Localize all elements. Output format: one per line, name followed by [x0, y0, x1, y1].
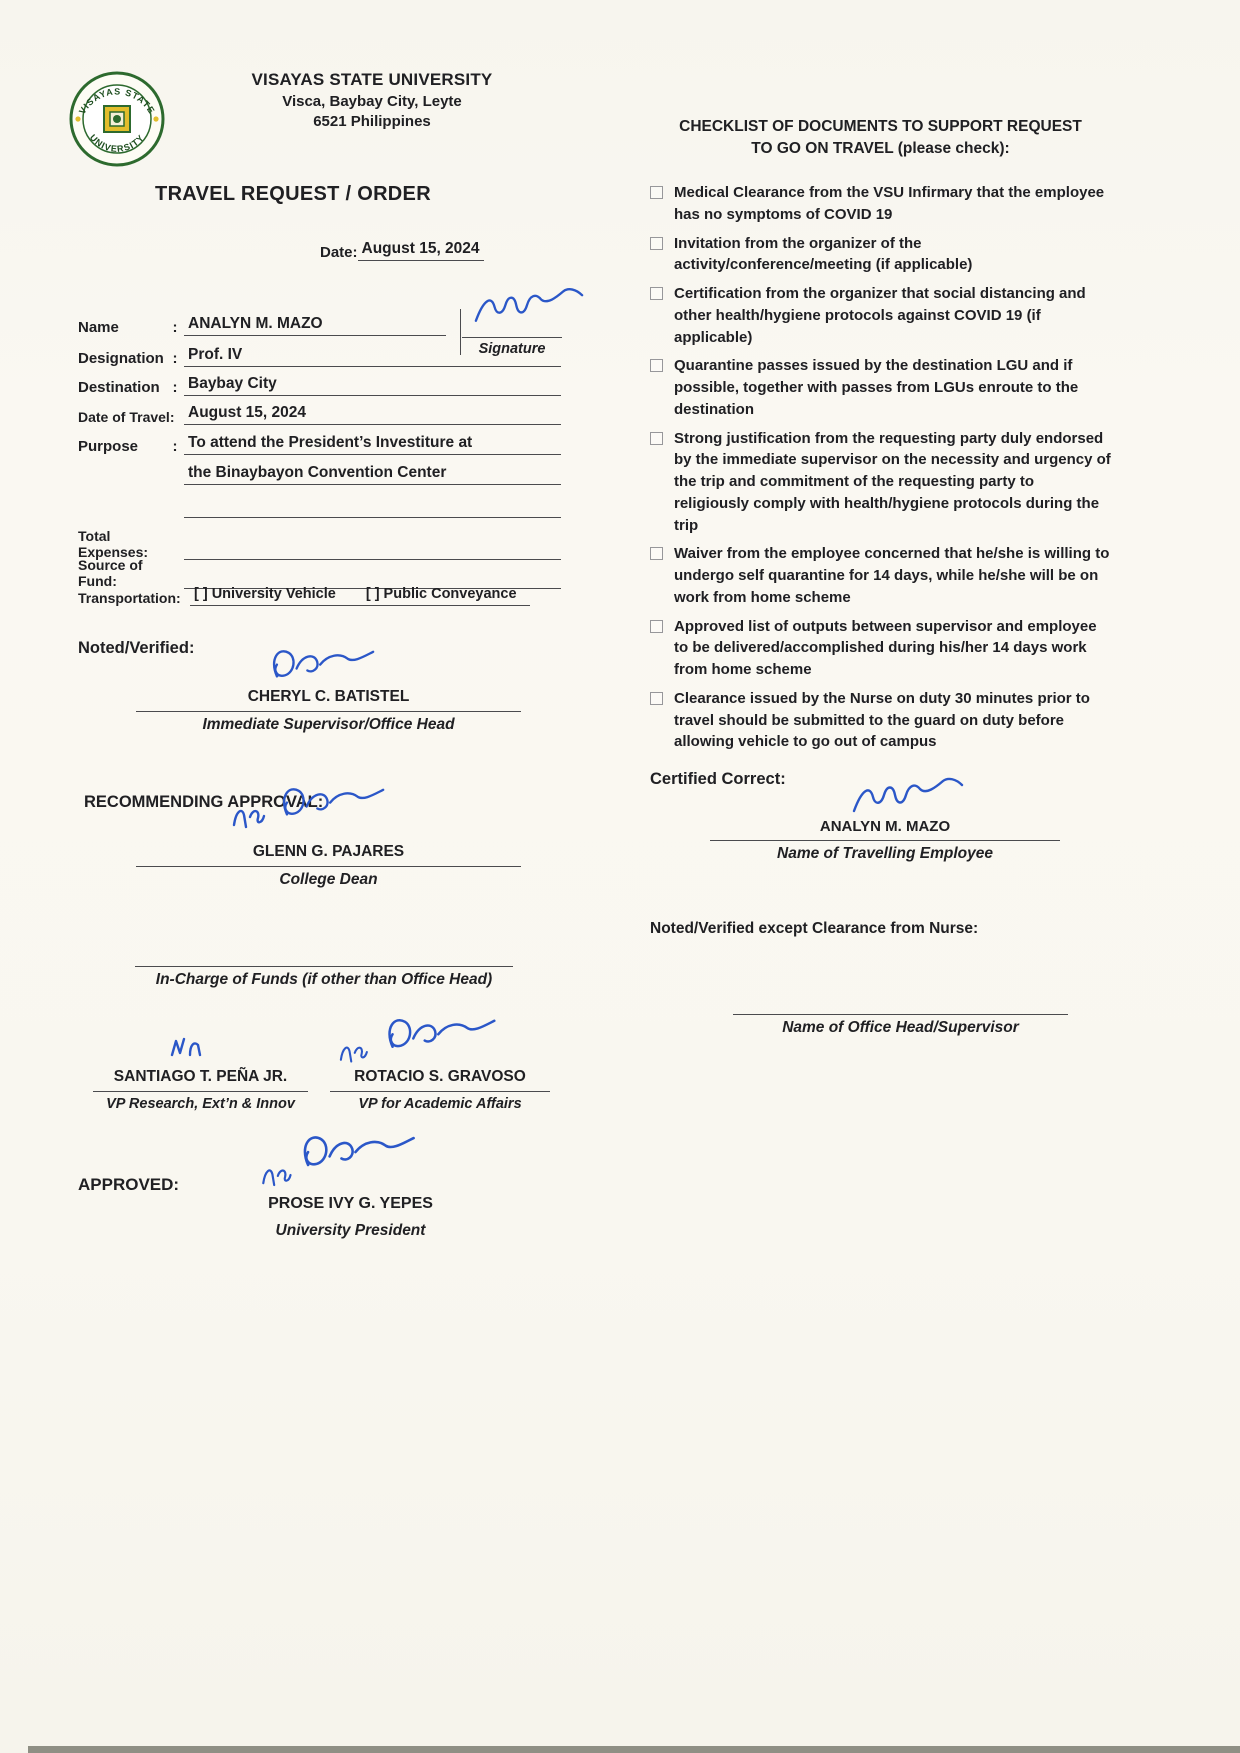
vp1-signatory	[93, 1068, 308, 1112]
date-label: Date:	[320, 244, 358, 261]
source-of-fund-label: Source of Fund:	[78, 557, 143, 589]
vp1-title: VP Research, Ext’n & Innov	[106, 1096, 295, 1112]
funds-incharge-caption: In-Charge of Funds (if other than Office Head)	[155, 971, 493, 988]
logo-arc-text-bottom: UNIVERSITY	[87, 132, 147, 155]
travelling-employee-caption: Name of Travelling Employee	[777, 845, 993, 862]
purpose-colon: :	[172, 438, 178, 455]
checklist-item	[650, 182, 1112, 226]
checklist-item-text: Certification from the organizer that social distancing and other health/hygiene protocols against COVID 19 (if applicable)	[674, 285, 1086, 346]
signature-caption: Signature	[478, 341, 546, 357]
checklist-items	[650, 182, 1112, 760]
vp2-signatory	[330, 1068, 550, 1112]
travel-date-value: August 15, 2024	[184, 404, 561, 425]
president-signatory	[228, 1195, 473, 1240]
date-row	[320, 240, 484, 261]
travelling-employee-signatory	[710, 818, 1060, 863]
checklist-item	[650, 543, 1112, 608]
checklist-item-text: Approved list of outputs between supervisor and employee to be delivered/accomplished during his/her 14 days work from home scheme	[674, 617, 1097, 678]
checkbox-icon[interactable]	[650, 692, 663, 705]
dean-title: College Dean	[279, 871, 378, 888]
transport-option-public-conveyance: [ ] Public Conveyance	[365, 586, 517, 602]
vp1-initials-mark	[166, 1033, 206, 1061]
president-title: University President	[275, 1222, 426, 1239]
checklist-heading-line2: TO GO ON TRAVEL (please check):	[751, 140, 1010, 157]
dean-signatory	[136, 843, 521, 889]
vp2-signature-mark	[378, 1011, 513, 1069]
noted-except-nurse-label: Noted/Verified except Clearance from Nurse:	[650, 920, 979, 937]
letterhead	[222, 70, 522, 130]
vp2-initials-mark	[333, 1039, 373, 1065]
designation-value: Prof. IV	[184, 346, 561, 367]
name-label: Name	[78, 319, 119, 336]
travel-date-label: Date of Travel:	[78, 409, 175, 425]
purpose-value-line2: the Binaybayon Convention Center	[184, 464, 561, 485]
president-signature-mark	[293, 1128, 433, 1188]
checklist-item	[650, 355, 1112, 420]
total-expenses-label: Total Expenses:	[78, 528, 149, 560]
designation-label: Designation	[78, 350, 164, 367]
date-value: August 15, 2024	[358, 240, 484, 261]
checklist-item-text: Invitation from the organizer of the activity/conference/meeting (if applicable)	[674, 234, 973, 274]
travel-request-form	[78, 183, 590, 1293]
checklist-item	[650, 688, 1112, 753]
checklist-item-text: Medical Clearance from the VSU Infirmary that the employee has no symptoms of COVID 19	[674, 184, 1105, 223]
checkbox-icon[interactable]	[650, 287, 663, 300]
transportation-row	[78, 586, 530, 606]
travelling-employee-name: ANALYN M. MAZO	[710, 818, 1060, 841]
checkbox-icon[interactable]	[650, 186, 663, 199]
checklist-heading-line1: CHECKLIST OF DOCUMENTS TO SUPPORT REQUEST	[679, 118, 1082, 135]
vp2-title: VP for Academic Affairs	[358, 1096, 522, 1112]
certified-signature-mark	[848, 773, 968, 823]
checklist-item	[650, 428, 1112, 537]
signature-line	[462, 337, 562, 338]
form-title: TRAVEL REQUEST / ORDER	[155, 183, 431, 205]
certified-correct-label: Certified Correct:	[650, 770, 786, 788]
office-head-caption: Name of Office Head/Supervisor	[782, 1019, 1019, 1036]
purpose-row-2	[184, 464, 561, 485]
purpose-row	[78, 434, 561, 455]
vsu-logo	[68, 70, 166, 168]
name-colon: :	[172, 319, 178, 336]
purpose-value-line1: To attend the President’s Investiture at	[184, 434, 561, 455]
checklist-item-text: Strong justification from the requesting party duly endorsed by the immediate supervisor on the necessity and urgency of the trip and commitment of the requesting party to religiously comply with health/hygiene protocols during the trip	[674, 429, 1111, 534]
destination-colon: :	[172, 379, 178, 396]
dean-signature-mark	[273, 781, 401, 835]
checkbox-icon[interactable]	[650, 620, 663, 633]
address-line-2: 6521 Philippines	[313, 113, 431, 130]
transportation-value	[190, 586, 530, 606]
vp1-name: SANTIAGO T. PEÑA JR.	[93, 1068, 308, 1092]
destination-label: Destination	[78, 379, 160, 396]
checkbox-icon[interactable]	[650, 359, 663, 372]
funds-incharge-line	[135, 966, 513, 967]
president-initials-mark	[256, 1161, 296, 1189]
office-head-line	[733, 1014, 1068, 1015]
checklist-item-text: Quarantine passes issued by the destination LGU and if possible, together with passes from LGUs enroute to the destination	[674, 357, 1079, 418]
approved-label: APPROVED:	[78, 1175, 180, 1194]
checklist-item-text: Clearance issued by the Nurse on duty 30 minutes prior to travel should be submitted to the guard on duty before allowing vehicle to go out of campus	[674, 689, 1090, 751]
transport-option-university-vehicle: [ ] University Vehicle	[194, 586, 336, 602]
checklist-section	[648, 118, 1113, 1128]
recommending-approval-label: RECOMMENDING APPROVAL:	[84, 793, 324, 811]
purpose-label: Purpose	[78, 438, 139, 455]
source-of-fund-row	[78, 557, 561, 589]
president-name: PROSE IVY G. YEPES	[268, 1195, 433, 1212]
destination-row	[78, 375, 561, 396]
address-line-1: Visca, Baybay City, Leyte	[282, 93, 462, 110]
total-expenses-row	[78, 528, 561, 560]
designation-row	[78, 346, 561, 367]
checkbox-icon[interactable]	[650, 547, 663, 560]
purpose-blank-line	[184, 517, 561, 518]
dean-initials-mark	[226, 801, 270, 831]
checklist-item	[650, 283, 1112, 348]
checklist-item	[650, 233, 1112, 277]
logo-arc-text-top: VISAYAS STATE	[76, 86, 158, 116]
supervisor-signatory	[136, 688, 521, 734]
name-value: ANALYN M. MAZO	[184, 315, 446, 336]
university-name: VISAYAS STATE UNIVERSITY	[251, 70, 493, 89]
name-row	[78, 315, 446, 336]
noted-verified-label: Noted/Verified:	[78, 639, 195, 657]
checkbox-icon[interactable]	[650, 237, 663, 250]
checklist-item	[650, 616, 1112, 681]
employee-signature-mark	[470, 283, 588, 333]
checklist-item-text: Waiver from the employee concerned that he/she is willing to undergo self quarantine for 14 days, while he/she will be on work from home scheme	[674, 545, 1110, 606]
dean-name: GLENN G. PAJARES	[136, 843, 521, 867]
destination-value: Baybay City	[184, 375, 561, 396]
supervisor-title: Immediate Supervisor/Office Head	[202, 716, 455, 733]
transportation-label: Transportation:	[78, 590, 181, 606]
scan-edge-artifact	[28, 1746, 1240, 1753]
checkbox-icon[interactable]	[650, 432, 663, 445]
designation-colon: :	[172, 350, 178, 367]
vp2-name: ROTACIO S. GRAVOSO	[330, 1068, 550, 1092]
travel-date-row	[78, 404, 561, 425]
supervisor-name: CHERYL C. BATISTEL	[136, 688, 521, 712]
